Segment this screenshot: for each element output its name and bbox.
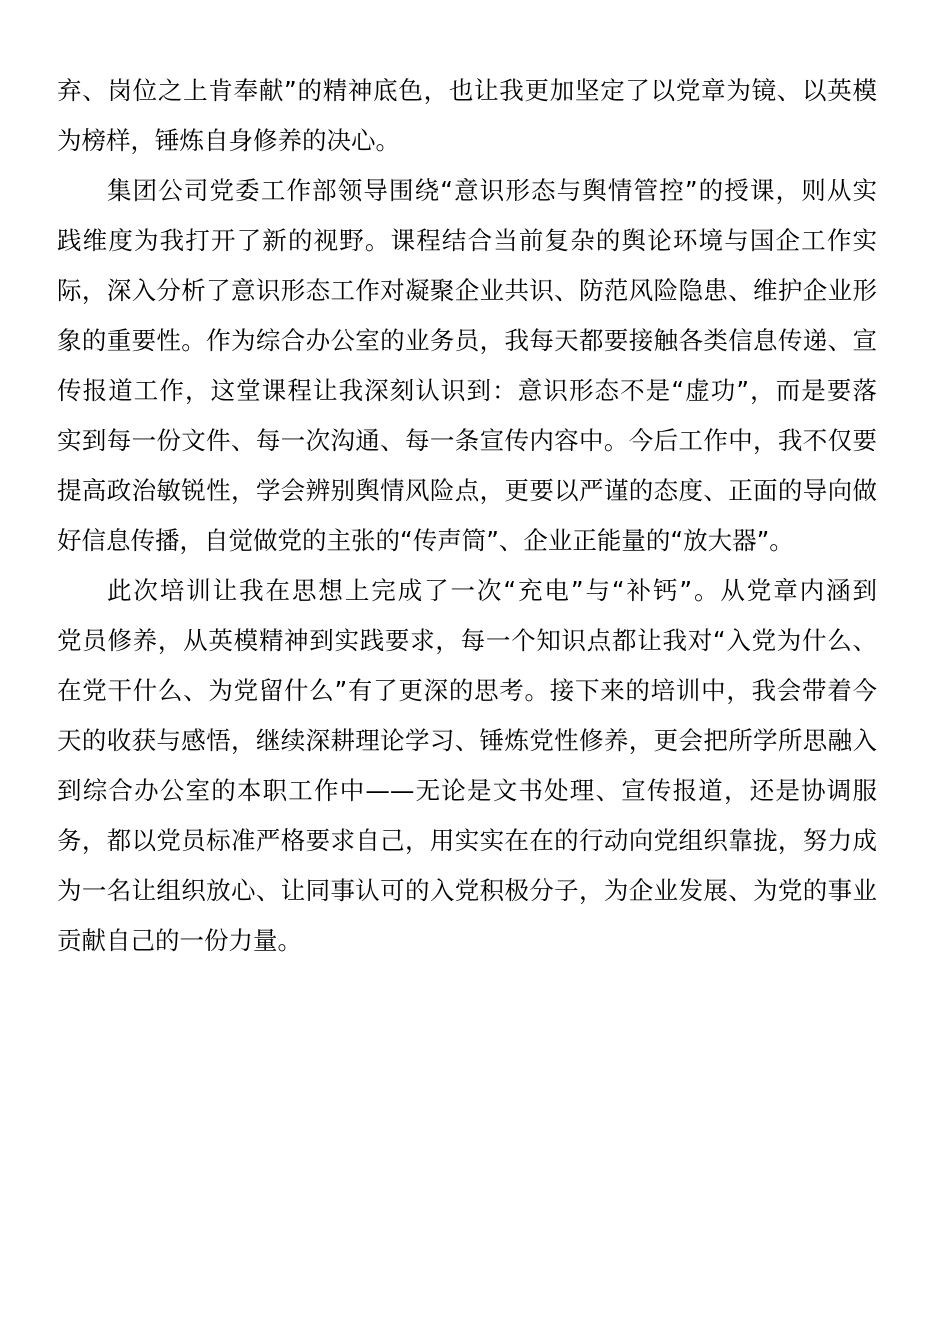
text-line: 传报道工作，这堂课程让我深刻认识到：意识形态不是“虚功”，而是要落 <box>57 376 877 405</box>
text-line: 天的收获与感悟，继续深耕理论学习、锤炼党性修养，更会把所学所思融入 <box>57 726 877 755</box>
text-line: 务，都以党员标准严格要求自己，用实实在在的行动向党组织靠拢，努力成 <box>57 826 877 855</box>
text-line: 提高政治敏锐性，学会辨别舆情风险点，更要以严谨的态度、正面的导向做 <box>57 476 877 505</box>
text-line: 为一名让组织放心、让同事认可的入党积极分子，为企业发展、为党的事业 <box>57 876 877 905</box>
text-line: 实到每一份文件、每一次沟通、每一条宣传内容中。今后工作中，我不仅要 <box>57 426 877 455</box>
text-line: 际，深入分析了意识形态工作对凝聚企业共识、防范风险隐患、维护企业形 <box>57 276 877 305</box>
text-line: 象的重要性。作为综合办公室的业务员，我每天都要接触各类信息传递、宣 <box>57 326 877 355</box>
text-line: 好信息传播，自觉做党的主张的“传声筒”、企业正能量的“放大器”。 <box>57 526 794 555</box>
paragraph-1 <box>57 66 877 166</box>
text-line: 党员修养，从英模精神到实践要求，每一个知识点都让我对“入党为什么、 <box>57 626 877 655</box>
text-line: 集团公司党委工作部领导围绕“意识形态与舆情管控”的授课，则从实 <box>107 176 877 205</box>
text-line: 此次培训让我在思想上完成了一次“充电”与“补钙”。从党章内涵到 <box>107 576 877 605</box>
text-line: 践维度为我打开了新的视野。课程结合当前复杂的舆论环境与国企工作实 <box>57 226 877 255</box>
document-body <box>57 66 877 966</box>
text-line: 在党干什么、为党留什么”有了更深的思考。接下来的培训中，我会带着今 <box>57 676 877 705</box>
text-line: 贡献自己的一份力量。 <box>57 926 302 955</box>
text-line: 弃、岗位之上肯奉献”的精神底色，也让我更加坚定了以党章为镜、以英模 <box>57 76 877 105</box>
text-line: 到综合办公室的本职工作中——无论是文书处理、宣传报道，还是协调服 <box>57 776 877 805</box>
paragraph-3 <box>57 566 877 966</box>
paragraph-2 <box>57 166 877 566</box>
text-line: 为榜样，锤炼自身修养的决心。 <box>57 126 400 155</box>
